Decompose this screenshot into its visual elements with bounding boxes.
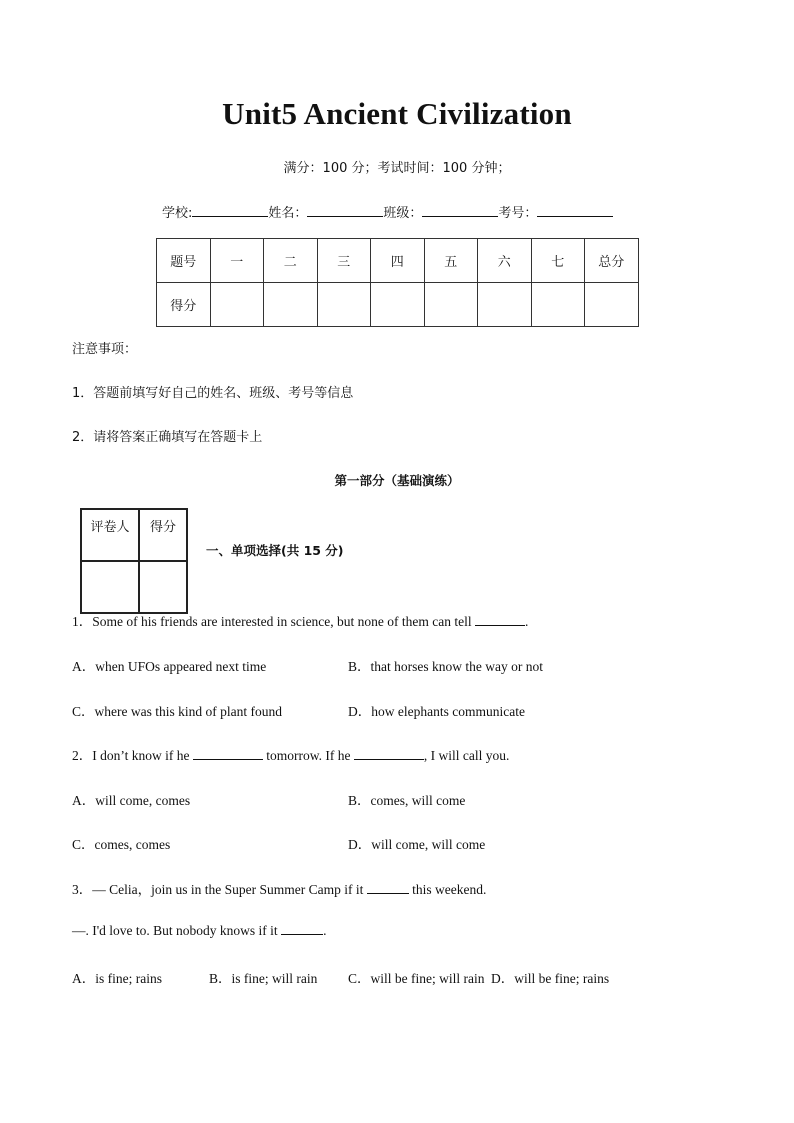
question-3-option-c[interactable]: C．will be fine; will rain [348, 971, 485, 986]
score-table-cell: 六 [478, 239, 532, 283]
question-1-blank[interactable] [475, 613, 525, 626]
question-1-text: 1．Some of his friends are interested in science, but none of them can tell [72, 614, 472, 629]
question-3-text-1: 3．— Celia，join us in the Super Summer Camp if it [72, 882, 364, 897]
grader-score-cell[interactable] [139, 561, 187, 613]
score-input-cell[interactable] [210, 283, 264, 327]
grader-label: 评卷人 [81, 509, 139, 561]
score-input-cell[interactable] [585, 283, 639, 327]
id-label: 考号： [498, 206, 538, 221]
question-2-blank-2[interactable] [354, 747, 424, 760]
question-3-option-d[interactable]: D．will be fine; rains [491, 971, 610, 986]
question-3-option-a[interactable]: A．is fine; rains [72, 971, 162, 986]
notes-item-2: 2．请将答案正确填写在答题卡上 [72, 430, 263, 445]
score-input-cell[interactable] [317, 283, 371, 327]
grader-table [80, 508, 188, 614]
class-label: 班级： [383, 206, 423, 221]
score-table-cell: 二 [264, 239, 318, 283]
score-table-cell: 一 [210, 239, 264, 283]
score-input-cell[interactable] [424, 283, 478, 327]
part-one-heading: 第一部分（基础演练） [334, 473, 460, 488]
question-1-option-c[interactable]: C．where was this kind of plant found [72, 704, 282, 719]
grader-score-label: 得分 [139, 509, 187, 561]
score-table-cell: 七 [531, 239, 585, 283]
score-input-cell[interactable] [371, 283, 425, 327]
score-input-cell[interactable] [531, 283, 585, 327]
question-3-option-b[interactable]: B．is fine; will rain [209, 971, 318, 986]
exam-info: 满分：100 分；考试时间：100 分钟； [283, 161, 511, 176]
score-table-header-row [157, 239, 639, 283]
name-field[interactable] [307, 204, 383, 217]
grader-name-cell[interactable] [81, 561, 139, 613]
question-3-reply [72, 922, 326, 939]
notes-heading: 注意事项： [72, 342, 138, 357]
exam-title: Unit5 Ancient Civilization [222, 96, 572, 131]
question-3-reply-text: —. I'd love to. But nobody knows if it [72, 923, 278, 938]
score-input-cell[interactable] [264, 283, 318, 327]
question-3-blank-1[interactable] [367, 881, 409, 894]
score-table-cell: 四 [371, 239, 425, 283]
question-2-text-2: tomorrow. If he [266, 748, 351, 763]
question-3-reply-end: . [323, 923, 327, 938]
question-2-option-d[interactable]: D．will come, will come [348, 837, 486, 852]
score-table-cell: 题号 [157, 239, 211, 283]
id-field[interactable] [537, 204, 613, 217]
school-label: 学校: [162, 206, 193, 221]
question-3-stem [72, 878, 486, 898]
question-2-option-a[interactable]: A．will come, comes [72, 793, 191, 808]
student-info-line [162, 202, 613, 221]
question-3-text-2: this weekend. [412, 882, 487, 897]
question-2-text-1: 2．I don’t know if he [72, 748, 190, 763]
class-field[interactable] [422, 204, 498, 217]
question-2-stem [72, 744, 509, 764]
question-1-end: . [525, 614, 529, 629]
score-table-cell: 总分 [585, 239, 639, 283]
question-2-option-c[interactable]: C．comes, comes [72, 837, 171, 852]
question-1-option-d[interactable]: D．how elephants communicate [348, 704, 525, 719]
score-table-cell: 三 [317, 239, 371, 283]
notes-item-1: 1．答题前填写好自己的姓名、班级、考号等信息 [72, 386, 354, 401]
question-2-option-b[interactable]: B．comes, will come [348, 793, 466, 808]
score-row-label: 得分 [157, 283, 211, 327]
question-2-blank-1[interactable] [193, 747, 263, 760]
question-1-option-b[interactable]: B．that horses know the way or not [348, 659, 543, 674]
question-1-option-a[interactable]: A．when UFOs appeared next time [72, 659, 267, 674]
school-field[interactable] [192, 204, 268, 217]
question-1-stem [72, 610, 528, 630]
score-table-score-row [157, 283, 639, 327]
question-2-text-3: , I will call you. [423, 748, 510, 763]
score-input-cell[interactable] [478, 283, 532, 327]
name-label: 姓名： [268, 206, 308, 221]
section-title: 一、单项选择(共 15 分) [206, 543, 344, 558]
question-3-blank-2[interactable] [281, 922, 323, 935]
score-table [156, 238, 639, 327]
score-table-cell: 五 [424, 239, 478, 283]
